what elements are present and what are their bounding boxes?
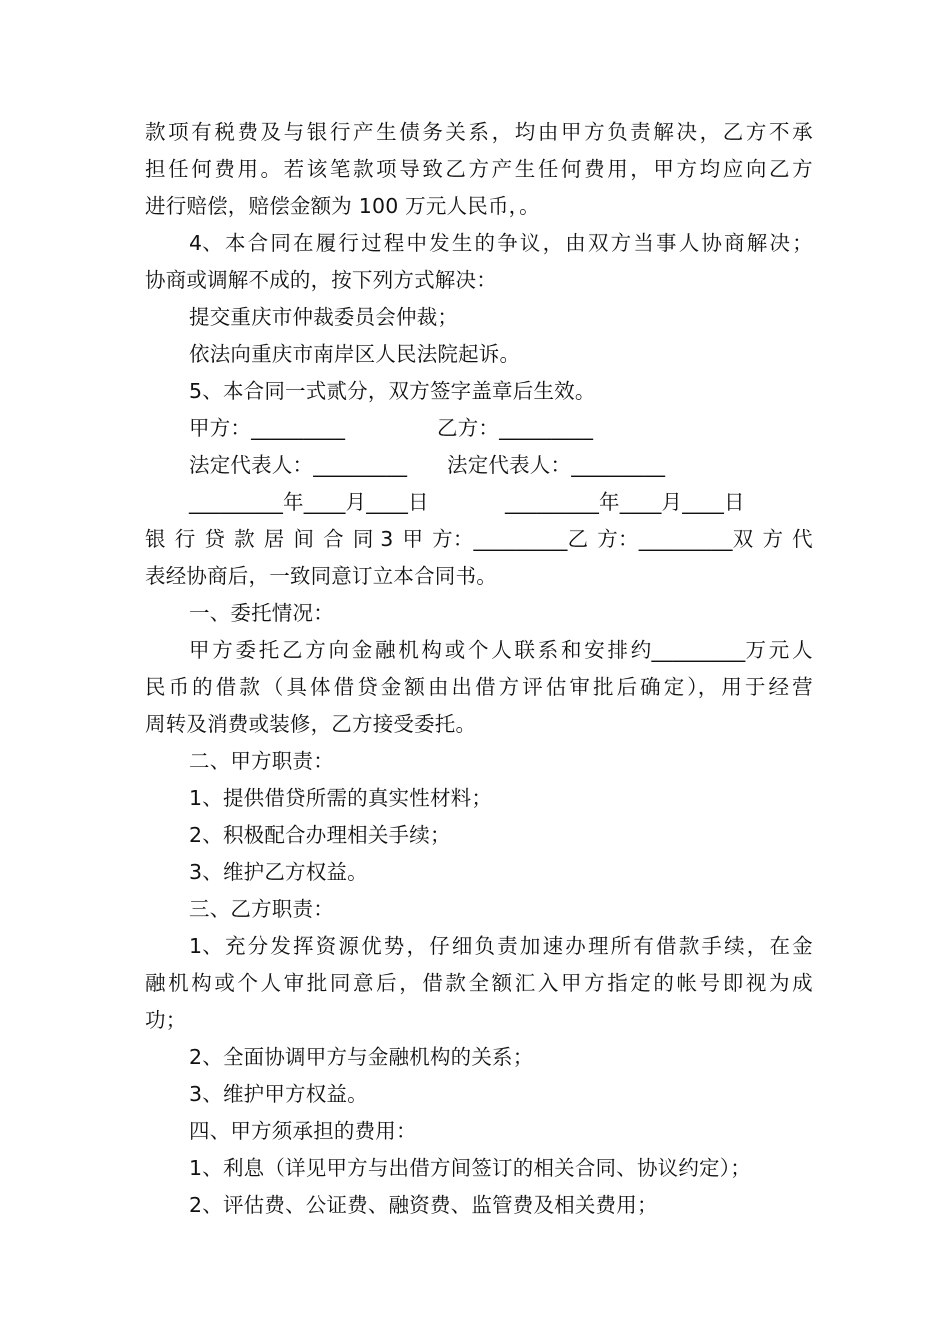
line-text-segment: ）， [687, 675, 719, 699]
line-text-segment: 金 [792, 934, 813, 958]
line-text-segment: 商 [724, 231, 745, 255]
line-text-segment: 人 [260, 971, 282, 995]
line-text-segment: 发 [429, 231, 450, 255]
paragraph-line: 2、全面协调甲方与金融机构的关系； [189, 1045, 534, 1069]
line-text-segment: 排 [607, 638, 629, 662]
line-text-segment: 甲 [653, 157, 675, 181]
paragraph-line: 进行赔偿，赔偿金额为 100 万元人民币，。 [145, 194, 540, 218]
contract-3-block [145, 521, 813, 1224]
line-text-segment: 项 [168, 120, 189, 144]
line-text-segment: 贷 [204, 527, 226, 551]
line-text-segment: 中 [406, 231, 428, 255]
line-text-segment: 同 [270, 231, 292, 255]
line-text-segment: 借 [475, 675, 496, 699]
line-text-segment: 该 [306, 157, 328, 181]
paragraph-line: 三、乙方职责： [189, 897, 334, 921]
line-text-segment: 营 [792, 675, 813, 699]
line-text-segment: ， [491, 120, 513, 144]
paragraph-line: 表经协商后，一致同意订立本合同书。 [145, 564, 497, 588]
line-text-segment: 事 [656, 231, 677, 255]
line-text-segment: 生 [451, 231, 473, 255]
line-text-segment: ； [792, 231, 813, 255]
line-text-segment: 在 [293, 231, 314, 255]
line-text-segment: 联 [514, 638, 536, 662]
paragraph-line: 1、利息（详见甲方与出借方间签订的相关合同、协议约定）； [189, 1156, 751, 1180]
paragraph-line [145, 114, 813, 151]
line-text-segment: 甲 [560, 120, 582, 144]
line-text-segment: 款 [234, 527, 255, 551]
line-text-segment: 应 [722, 157, 744, 181]
line-text-segment: 元 [768, 638, 790, 662]
line-text-segment: 双 [587, 231, 609, 255]
line-text-segment: 贷 [357, 675, 378, 699]
line-text-segment: 方 [212, 638, 233, 662]
line-text-segment: 审 [569, 675, 591, 699]
line-text-segment: 债 [399, 120, 420, 144]
line-text-segment: 续 [724, 934, 745, 958]
paragraph-line: 3、维护甲方权益。 [189, 1082, 368, 1106]
line-text-segment: 全 [468, 971, 490, 995]
line-text-segment: 体 [310, 675, 331, 699]
line-text-segment: 负 [474, 934, 496, 958]
line-text-segment: 决 [676, 120, 698, 144]
line-text-segment: 的 [474, 231, 496, 255]
line-text-segment: 为 [768, 971, 790, 995]
line-text-segment: 负 [607, 120, 628, 144]
line-text-segment: 用 [721, 675, 743, 699]
paragraph-line: 功； [145, 1008, 187, 1032]
line-text-segment: 方：_________双 [597, 527, 754, 551]
line-text-segment: 责 [630, 120, 651, 144]
signature-rep-row [145, 447, 813, 484]
line-text-segment: 有 [191, 120, 212, 144]
line-text-segment: 不 [768, 120, 790, 144]
line-text-segment: 1、 [189, 934, 223, 958]
paragraph-line [145, 521, 813, 558]
line-text-segment: 币 [168, 675, 190, 699]
line-text-segment: 导 [399, 157, 420, 181]
line-text-segment: 金 [380, 675, 402, 699]
line-text-segment: 产 [491, 157, 513, 181]
line-text-segment: 额 [491, 971, 513, 995]
line-text-segment: 致 [422, 157, 444, 181]
line-text-segment: 机 [168, 971, 189, 995]
line-text-segment: 任 [168, 157, 189, 181]
line-text-segment: 仔 [429, 934, 450, 958]
line-text-segment: 解 [653, 120, 675, 144]
line-text-segment: 甲 [560, 971, 582, 995]
line-text-segment: 意 [352, 971, 374, 995]
line-text-segment: 程 [383, 231, 405, 255]
line-text-segment: 用 [237, 157, 259, 181]
line-text-segment: 4、 [189, 231, 223, 255]
line-text-segment: 借 [215, 675, 237, 699]
signature-party-row [145, 410, 813, 447]
line-text-segment: 务 [422, 120, 444, 144]
line-text-segment: 用 [607, 157, 628, 181]
line-text-segment: 承 [792, 120, 813, 144]
line-text-segment: 方 [584, 971, 605, 995]
paragraph-line [145, 151, 813, 188]
line-text-segment: 款 [445, 971, 467, 995]
line-text-segment: 或 [444, 638, 466, 662]
line-text-segment: 行 [338, 231, 360, 255]
line-text-segment: 方 [762, 527, 784, 551]
paragraph-line: 二、甲方职责： [189, 749, 334, 773]
line-text-segment: 速 [542, 934, 564, 958]
line-text-segment: 确 [640, 675, 661, 699]
line-text-segment: 系 [537, 638, 559, 662]
line-text-segment: 充 [224, 934, 246, 958]
line-text-segment: 向 [745, 157, 767, 181]
line-text-segment: 项 [376, 157, 397, 181]
document-body [145, 114, 813, 1224]
line-text-segment: 银 [306, 120, 328, 144]
line-text-segment: 费 [584, 157, 605, 181]
party-b-field: 乙方：_________ [437, 416, 594, 440]
line-text-segment: 协 [701, 231, 723, 255]
line-text-segment: 加 [519, 934, 541, 958]
line-text-segment: 委 [235, 638, 257, 662]
paragraph-line [145, 965, 813, 1002]
line-text-segment: ， [699, 120, 721, 144]
line-text-segment: 当 [633, 231, 655, 255]
line-text-segment: 成 [792, 971, 813, 995]
rep-a-field: 法定代表人：_________ [189, 453, 408, 477]
line-text-segment: 本 [224, 231, 246, 255]
line-text-segment: 定 [663, 675, 685, 699]
line-text-segment: 融 [145, 971, 166, 995]
line-text-segment: 乙 [722, 120, 744, 144]
paragraph-line: 一、委托情况： [189, 601, 334, 625]
line-text-segment: 方：_________乙 [432, 527, 589, 551]
line-text-segment: 银 [145, 527, 166, 551]
line-text-segment: 分 [247, 934, 269, 958]
line-text-segment: 构 [421, 638, 443, 662]
paragraph-line: 5、本合同一式贰分，双方签字盖章后生效。 [189, 379, 596, 403]
line-text-segment: 人 [491, 638, 512, 662]
line-text-segment: 履 [315, 231, 337, 255]
line-text-segment: 及 [260, 120, 282, 144]
paragraph-line: 四、甲方须承担的费用： [189, 1119, 417, 1143]
line-text-segment: 间 [293, 527, 315, 551]
paragraph-line: 协商或调解不成的，按下列方式解决： [145, 268, 497, 292]
line-text-segment: 关 [445, 120, 467, 144]
line-text-segment: 均 [514, 120, 536, 144]
line-text-segment: 款 [145, 120, 166, 144]
paragraph-line [145, 928, 813, 965]
line-text-segment: 定 [630, 971, 651, 995]
paragraph-line: 1、提供借贷所需的真实性材料； [189, 786, 493, 810]
line-text-segment: 方 [610, 231, 632, 255]
line-text-segment: 个 [237, 971, 259, 995]
line-text-segment: 帐 [676, 971, 698, 995]
date-a-field: _________年____月____日 [189, 490, 429, 514]
line-text-segment: ， [542, 231, 564, 255]
line-text-segment: 生 [376, 120, 397, 144]
line-text-segment: 融 [375, 638, 396, 662]
line-text-segment: 甲 [402, 527, 424, 551]
line-text-segment: 方 [745, 120, 767, 144]
line-text-segment: 由 [565, 231, 586, 255]
line-text-segment: 人 [792, 638, 813, 662]
line-text-segment: 方 [498, 675, 520, 699]
line-text-segment: 甲 [189, 638, 210, 662]
line-text-segment: 发 [270, 934, 292, 958]
line-text-segment: 手 [701, 934, 723, 958]
line-text-segment: 指 [607, 971, 628, 995]
line-text-segment: 方 [676, 157, 698, 181]
paragraph-line: 周转及消费或装修，乙方接受委托。 [145, 712, 477, 736]
line-text-segment: 于 [744, 675, 766, 699]
line-text-segment: 代 [792, 527, 813, 551]
line-text-segment: 源 [338, 934, 360, 958]
line-text-segment: 过 [361, 231, 382, 255]
line-text-segment: 同 3 [352, 527, 394, 551]
line-text-segment: 借 [422, 971, 444, 995]
line-text-segment: 汇 [514, 971, 536, 995]
line-text-segment: 争 [497, 231, 518, 255]
line-text-segment: 额 [404, 675, 426, 699]
line-text-segment: 具 [286, 675, 308, 699]
line-text-segment: 人 [678, 231, 700, 255]
line-text-segment: ， [630, 157, 651, 181]
line-text-segment: 同 [329, 971, 351, 995]
line-text-segment: 出 [451, 675, 473, 699]
line-text-segment: 约_________万 [630, 638, 767, 662]
line-text-segment: 后 [616, 675, 638, 699]
line-text-segment: 有 [633, 934, 655, 958]
line-text-segment: 借 [656, 934, 677, 958]
line-text-segment: 生 [514, 157, 536, 181]
line-text-segment: 在 [769, 934, 791, 958]
line-text-segment: 与 [283, 120, 305, 144]
line-text-segment: 系 [468, 120, 490, 144]
line-text-segment: 税 [214, 120, 236, 144]
line-text-segment: 或 [214, 971, 236, 995]
line-text-segment: 责 [497, 934, 518, 958]
line-text-segment: 资 [315, 934, 337, 958]
line-text-segment: 构 [191, 971, 212, 995]
line-text-segment: 和 [561, 638, 582, 662]
line-text-segment: 方 [305, 638, 326, 662]
paragraph-line: 2、积极配合办理相关手续； [189, 823, 451, 847]
line-text-segment: 方 [468, 157, 490, 181]
paragraph-line: 依法向重庆市南岸区人民法院起诉。 [189, 342, 521, 366]
line-text-segment: 合 [247, 231, 269, 255]
line-text-segment: 乙 [768, 157, 790, 181]
line-text-segment: 所 [610, 934, 632, 958]
line-text-segment: 费 [237, 120, 259, 144]
line-text-segment: 任 [537, 157, 559, 181]
date-b-field: _________年____月____日 [505, 490, 745, 514]
line-text-segment: ， [746, 934, 768, 958]
line-text-segment: 担 [145, 157, 166, 181]
line-text-segment: 款 [352, 157, 374, 181]
line-text-segment: 个 [468, 638, 489, 662]
paragraph-line [145, 225, 813, 262]
line-text-segment: 乙 [445, 157, 467, 181]
line-text-segment: 办 [565, 934, 586, 958]
line-text-segment: 势 [383, 934, 405, 958]
clause-block [145, 114, 813, 410]
line-text-segment: 借 [333, 675, 355, 699]
line-text-segment: 笔 [329, 157, 351, 181]
line-text-segment: 产 [352, 120, 374, 144]
line-text-segment: 入 [537, 971, 559, 995]
line-text-segment: 视 [745, 971, 767, 995]
line-text-segment: 估 [545, 675, 567, 699]
line-text-segment: 的 [192, 675, 213, 699]
line-text-segment: 细 [451, 934, 473, 958]
paragraph-line: 2、评估费、公证费、融资费、监管费及相关费用； [189, 1193, 658, 1217]
line-text-segment: ， [399, 971, 420, 995]
line-text-segment: 机 [398, 638, 419, 662]
line-text-segment: 若 [283, 157, 305, 181]
line-text-segment: 方 [584, 120, 605, 144]
line-text-segment: 。 [260, 157, 282, 181]
line-text-segment: 均 [699, 157, 721, 181]
line-text-segment: 即 [722, 971, 744, 995]
line-text-segment: 方 [792, 157, 813, 181]
signature-date-row [145, 484, 813, 521]
line-text-segment: 经 [768, 675, 790, 699]
line-text-segment: 的 [653, 971, 675, 995]
line-text-segment: 决 [769, 231, 791, 255]
line-text-segment: 由 [537, 120, 559, 144]
line-text-segment: 理 [587, 934, 609, 958]
line-text-segment: 由 [427, 675, 449, 699]
line-text-segment: 批 [592, 675, 614, 699]
line-text-segment: ， [406, 934, 428, 958]
line-text-segment: 乙 [282, 638, 303, 662]
line-text-segment: 费 [214, 157, 236, 181]
line-text-segment: 行 [174, 527, 196, 551]
party-a-field: 甲方：_________ [189, 416, 346, 440]
paragraph-line: 提交重庆市仲裁委员会仲裁； [189, 305, 459, 329]
line-text-segment: 后 [376, 971, 397, 995]
line-text-segment: 款 [678, 934, 700, 958]
line-text-segment: 优 [361, 934, 382, 958]
rep-b-field: 法定代表人：_________ [447, 453, 666, 477]
line-text-segment: 安 [584, 638, 605, 662]
line-text-segment: 托 [258, 638, 280, 662]
line-text-segment: 居 [263, 527, 285, 551]
line-text-segment: 合 [323, 527, 344, 551]
line-text-segment: 号 [699, 971, 721, 995]
line-text-segment: 解 [746, 231, 768, 255]
paragraph-line [145, 669, 813, 706]
line-text-segment: 何 [560, 157, 582, 181]
line-text-segment: 批 [306, 971, 328, 995]
line-text-segment: 挥 [293, 934, 314, 958]
line-text-segment: （ [262, 675, 284, 699]
line-text-segment: 审 [283, 971, 305, 995]
paragraph-line: 3、维护乙方权益。 [189, 860, 368, 884]
line-text-segment: 议 [519, 231, 541, 255]
line-text-segment: 款 [239, 675, 261, 699]
line-text-segment: 金 [351, 638, 373, 662]
line-text-segment: 向 [328, 638, 350, 662]
line-text-segment: 何 [191, 157, 212, 181]
line-text-segment: 民 [145, 675, 166, 699]
paragraph-line [145, 632, 813, 669]
line-text-segment: 行 [329, 120, 351, 144]
line-text-segment: 评 [522, 675, 543, 699]
